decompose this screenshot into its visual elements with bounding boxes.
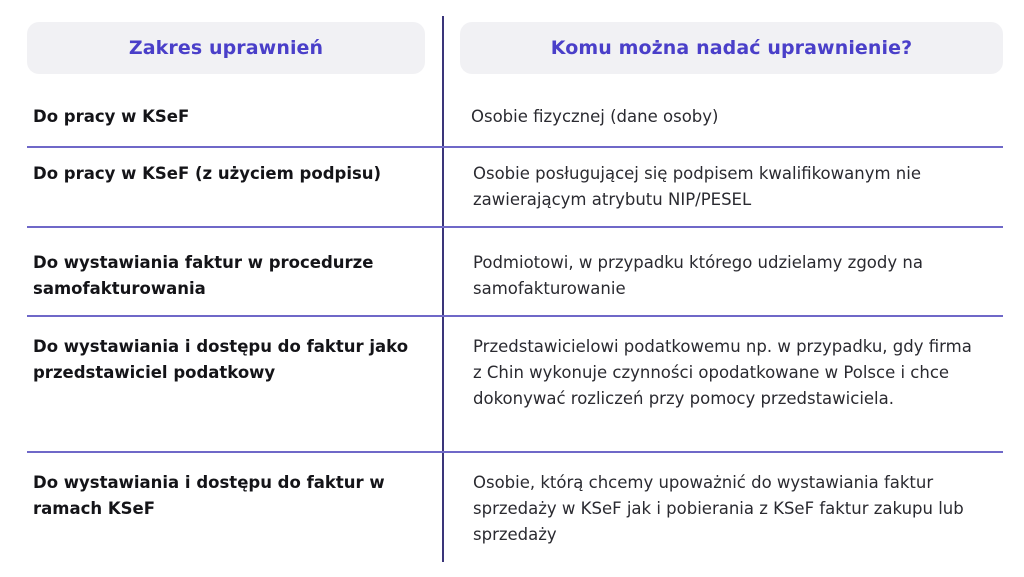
row-divider <box>27 226 1003 228</box>
table-row <box>27 250 1003 316</box>
recipient-cell: Osobie fizycznej (dane osoby) <box>471 107 719 126</box>
scope-cell: Do pracy w KSeF (z użyciem podpisu) <box>33 164 382 183</box>
header-recipient-label: Komu można nadać uprawnienie? <box>550 37 913 59</box>
row-divider <box>27 315 1003 317</box>
recipient-cell: Podmiotowi, w przypadku którego udzielamy zgody na samofakturowanie <box>473 253 923 298</box>
row-divider <box>27 146 1003 148</box>
row-divider <box>27 451 1003 453</box>
table-row <box>27 470 1003 560</box>
scope-cell: Do pracy w KSeF <box>33 107 190 126</box>
recipient-cell: Osobie posługującej się podpisem kwalifikowanym nie zawierającym atrybutu NIP/PESEL <box>473 164 921 209</box>
scope-cell: Do wystawiania faktur w procedurze samofakturowania <box>33 253 374 298</box>
scope-cell: Do wystawiania i dostępu do faktur w ramach KSeF <box>33 473 385 518</box>
table-row <box>27 334 1003 452</box>
recipient-cell: Przedstawicielowi podatkowemu np. w przypadku, gdy firma z Chin wykonuje czynności opodatkowane w Polsce i chce dokonywać rozliczeń przy pomocy przedstawiciela. <box>473 337 972 408</box>
table-row <box>27 161 1003 227</box>
header-scope-label: Zakres uprawnień <box>128 37 324 59</box>
scope-cell: Do wystawiania i dostępu do faktur jako przedstawiciel podatkowy <box>33 337 409 382</box>
header-recipient <box>460 22 1003 74</box>
header-scope <box>27 22 425 74</box>
table-row <box>27 104 1003 148</box>
recipient-cell: Osobie, którą chcemy upoważnić do wystawiania faktur sprzedaży w KSeF jak i pobierania z KSeF faktur zakupu lub sprzedaży <box>473 473 964 544</box>
